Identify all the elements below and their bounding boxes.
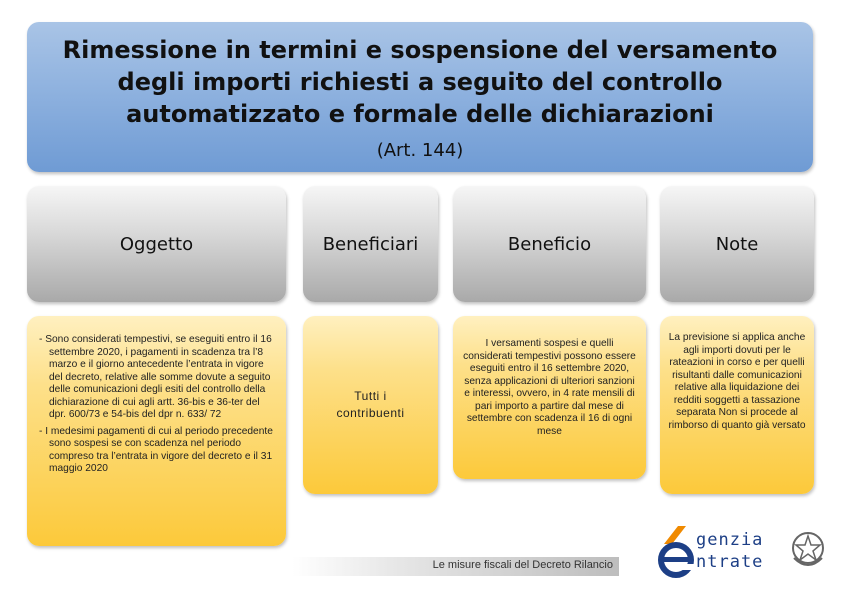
logo-word-agenzia: genzia [696, 530, 764, 550]
agenzia-entrate-logo [652, 522, 832, 582]
note-text: La previsione si applica anche agli importi dovuti per le rateazioni in corso e per quelli risultanti dalle comunicazioni relative alla liquidazione dei redditi soggetti a tassazione separata Non si procede al rimborso di quanto già versato [668, 332, 806, 431]
heading-beneficiari [303, 186, 438, 302]
cell-beneficiari [303, 316, 438, 494]
footer-banner-text: Le misure fiscali del Decreto Rilancio [432, 559, 613, 571]
oggetto-list [27, 316, 286, 476]
cell-oggetto [27, 316, 286, 546]
beneficiari-text: Tutti i contribuenti [336, 389, 405, 420]
heading-beneficio [453, 186, 646, 302]
heading-note-label: Note [715, 233, 759, 255]
heading-beneficiari-label: Beneficiari [322, 233, 419, 255]
republic-emblem-icon [788, 528, 828, 572]
oggetto-item: - Sono considerati tempestivi, se eseguiti entro il 16 settembre 2020, i pagamenti in scadenza tra l’8 marzo e il giorno antecedente l’entrata in vigore del decreto, relative alle somme dovute a seguito delle comunicazioni degli esiti del controllo della dichiarazione di cui agli artt. 36-bis e 36-ter del dpr. 600/73 e 54-bis del dpr n. 633/ 72 [39, 334, 272, 420]
heading-note [660, 186, 814, 302]
beneficio-text: I versamenti sospesi e quelli considerati tempestivi possono essere eseguiti entro il 16 settembre 2020, senza applicazioni di ulteriori sanzioni e interessi, ovvero, in 4 rate mensili di pari importo a partire dal mese di settembre con scadenza il 16 di ogni mese [463, 338, 636, 437]
agenzia-entrate-emblem-icon [652, 524, 698, 580]
footer-banner [292, 557, 619, 576]
logo-word-entrate: ntrate [696, 552, 764, 572]
oggetto-item: - I medesimi pagamenti di cui al periodo precedente sono sospesi se con scadenza nel periodo compreso tra l’entrata in vigore del decreto e il 31 maggio 2020 [39, 425, 273, 474]
page-subtitle: (Art. 144) [376, 140, 464, 161]
heading-beneficio-label: Beneficio [507, 233, 592, 255]
cell-note [660, 316, 814, 494]
heading-oggetto-label: Oggetto [119, 233, 194, 255]
cell-beneficio [453, 316, 646, 479]
page-title: Rimessione in termini e sospensione del versamento degli importi richiesti a seguito del controllo automatizzato e formale delle dichiarazioni [62, 36, 778, 128]
heading-oggetto [27, 186, 286, 302]
